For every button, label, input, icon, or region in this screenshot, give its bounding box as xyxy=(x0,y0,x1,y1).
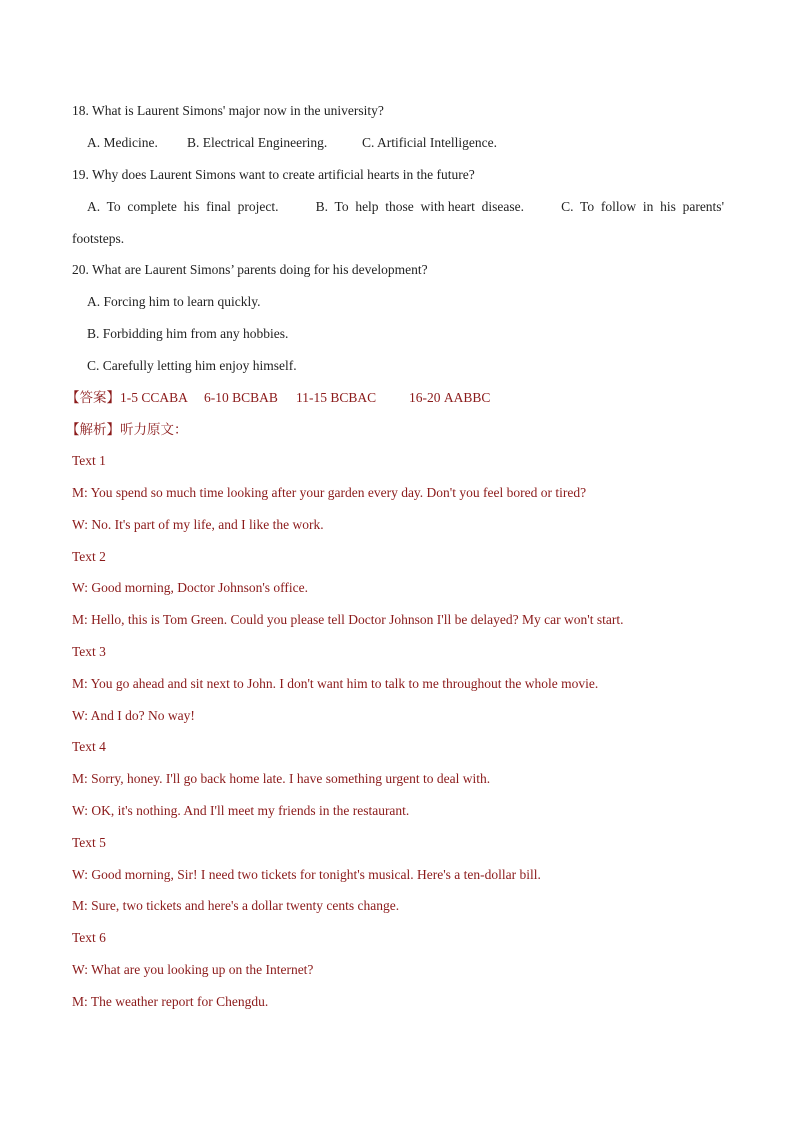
text-6-heading: Text 6 xyxy=(72,930,106,945)
q19-option-c: C. To follow in his parents' xyxy=(561,199,724,214)
q20-option-c: C. Carefully letting him enjoy himself. xyxy=(87,358,297,373)
text-1-line-1: M: You spend so much time looking after your garden every day. Don't you feel bored or tired? xyxy=(72,485,587,500)
q18-option-a: A. Medicine. xyxy=(87,135,158,150)
answer-label: 【答案】 xyxy=(66,390,120,405)
analysis-heading xyxy=(66,422,188,438)
text-4-line-1: M: Sorry, honey. I'll go back home late. I have something urgent to deal with. xyxy=(72,771,491,786)
text-5-line-1: W: Good morning, Sir! I need two tickets for tonight's musical. Here's a ten-dollar bill. xyxy=(72,867,541,882)
answer-group-3: 11-15 BCBAC xyxy=(296,390,377,405)
q18-option-b: B. Electrical Engineering. xyxy=(187,135,328,150)
text-3-line-2: W: And I do? No way! xyxy=(72,708,195,723)
answer-group-4: 16-20 AABBC xyxy=(409,390,491,405)
question-19-options xyxy=(87,199,724,215)
answer-line xyxy=(66,390,490,406)
answer-group-2: 6-10 BCBAB xyxy=(204,390,278,405)
text-3-line-1: M: You go ahead and sit next to John. I don't want him to talk to me throughout the whole movie. xyxy=(72,676,599,691)
text-2-line-2: M: Hello, this is Tom Green. Could you please tell Doctor Johnson I'll be delayed? My car won't start. xyxy=(72,612,624,627)
text-6-line-2: M: The weather report for Chengdu. xyxy=(72,994,269,1009)
text-1-line-2: W: No. It's part of my life, and I like the work. xyxy=(72,517,324,532)
text-5-heading: Text 5 xyxy=(72,835,106,850)
text-4-heading: Text 4 xyxy=(72,739,106,754)
text-1-heading: Text 1 xyxy=(72,453,106,468)
q20-option-b: B. Forbidding him from any hobbies. xyxy=(87,326,289,341)
q20-option-a: A. Forcing him to learn quickly. xyxy=(87,294,261,309)
q19-option-a: A. To complete his final project. xyxy=(87,199,279,214)
text-5-line-2: M: Sure, two tickets and here's a dollar twenty cents change. xyxy=(72,898,400,913)
text-2-heading: Text 2 xyxy=(72,549,106,564)
text-3-heading: Text 3 xyxy=(72,644,106,659)
q19-option-b: B. To help those with heart disease. xyxy=(315,199,525,214)
q18-option-c: C. Artificial Intelligence. xyxy=(362,135,497,150)
text-4-line-2: W: OK, it's nothing. And I'll meet my friends in the restaurant. xyxy=(72,803,410,818)
answer-group-1: 1-5 CCABA xyxy=(120,390,188,405)
analysis-label: 【解析】 xyxy=(66,422,120,437)
text-2-line-1: W: Good morning, Doctor Johnson's office. xyxy=(72,580,309,595)
question-18-stem: 18. What is Laurent Simons' major now in the university? xyxy=(72,103,384,118)
question-18-options xyxy=(87,135,497,151)
analysis-title: 听力原文： xyxy=(120,422,188,437)
question-19-stem: 19. Why does Laurent Simons want to create artificial hearts in the future? xyxy=(72,167,475,182)
text-6-line-1: W: What are you looking up on the Internet? xyxy=(72,962,314,977)
q19-option-c-continuation: footsteps. xyxy=(72,231,125,246)
question-20-stem: 20. What are Laurent Simons’ parents doing for his development? xyxy=(72,262,428,277)
